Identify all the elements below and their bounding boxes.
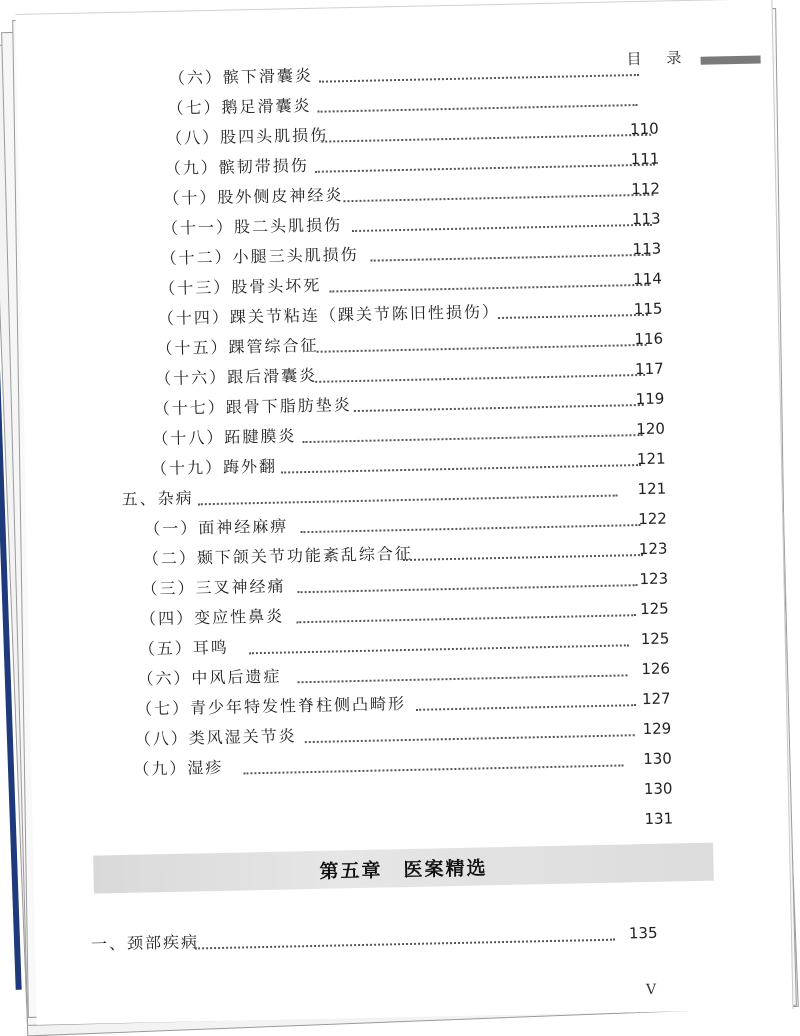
toc-entry-label: （二）颞下颌关节功能紊乱综合征 — [142, 543, 414, 569]
toc-entry-page: 121 — [636, 449, 666, 469]
toc-entry-label: （十三）股骨头坏死 — [159, 275, 322, 299]
chapter-banner — [93, 843, 714, 894]
toc-page — [15, 0, 793, 1025]
leader-dots — [352, 214, 652, 232]
toc-entry-label: （九）湿疹 — [133, 757, 224, 779]
toc-entry-label: （六）髌下滑囊炎 — [168, 65, 314, 88]
toc-entry-page: 116 — [634, 329, 664, 349]
toc-entry-page: 113 — [632, 239, 662, 259]
toc-entry-page: 111 — [630, 149, 660, 169]
toc-entry-label: （三）三叉神经痛 — [141, 576, 286, 599]
toc-entry-label: （一）面神经麻痹 — [144, 516, 289, 539]
leader-dots — [354, 394, 644, 412]
toc-entry-page: 121 — [637, 479, 667, 499]
toc-entry-page: 120 — [636, 419, 666, 439]
toc-entry-page: 110 — [629, 119, 659, 139]
toc-entry-label: （四）变应性鼻炎 — [139, 606, 285, 629]
toc-entry-label: （十二）小腿三头肌损伤 — [160, 244, 359, 269]
toc-entry-page: 112 — [631, 179, 661, 199]
leader-dots — [305, 724, 635, 743]
toc-entry-label: （十六）跟后滑囊炎 — [154, 365, 318, 389]
toc-entry-page: 119 — [635, 389, 665, 409]
leader-dots — [297, 574, 637, 593]
toc-entry-page: 113 — [631, 209, 661, 229]
toc-entry-label: （十五）踝管综合征 — [156, 335, 319, 359]
toc-entry-label: 一、颈部疾病 — [90, 932, 200, 954]
toc-entry-page: 126 — [641, 659, 671, 679]
toc-entry-label: （六）中风后遗症 — [137, 666, 282, 689]
toc-entry-label: （十四）踝关节粘连（踝关节陈旧性损伤） — [157, 301, 501, 329]
leader-dots — [416, 694, 636, 711]
toc-entry-page: 123 — [639, 569, 669, 589]
page-number: V — [645, 981, 657, 999]
leader-dots — [297, 664, 627, 683]
toc-entry-label: （七）鹅足滑囊炎 — [167, 95, 312, 118]
leader-dots — [317, 94, 637, 113]
leader-dots — [403, 544, 643, 561]
leader-dots — [243, 754, 623, 774]
leader-dots — [371, 244, 651, 262]
leader-dots — [198, 485, 618, 506]
toc-entry-page: 135 — [628, 923, 658, 943]
toc-entry-label: 五、杂病 — [121, 488, 194, 509]
toc-entry-page: 125 — [639, 599, 669, 619]
toc-entry — [91, 919, 691, 956]
leader-dots — [300, 514, 640, 533]
leader-dots — [319, 64, 639, 83]
chapter-title: 第五章 医案精选 — [319, 858, 488, 883]
toc-entry-page: 130 — [643, 749, 673, 769]
header-title: 目 录 — [626, 48, 692, 69]
toc-entry-label: （五）耳鸣 — [138, 637, 230, 659]
toc-entry-page: 131 — [644, 809, 674, 829]
leader-dots — [321, 124, 651, 143]
leader-dots — [315, 154, 655, 173]
leader-dots — [498, 304, 648, 319]
toc-entry-page: 117 — [634, 359, 664, 379]
toc-entry — [130, 804, 750, 841]
toc-entry-page: 114 — [632, 269, 663, 289]
toc-entry-page: 129 — [642, 719, 672, 739]
toc-entry-page: 123 — [638, 539, 668, 559]
leader-dots — [195, 929, 615, 950]
toc-entry-label: （十九）踇外翻 — [150, 456, 278, 479]
toc-entry-label: （十七）跟骨下脂肪垫炎 — [153, 395, 352, 419]
leader-dots — [316, 334, 646, 353]
leader-dots — [315, 364, 645, 383]
toc-entry-label: （十一）股二头肌损伤 — [161, 215, 343, 239]
toc-entry-page: 130 — [643, 779, 673, 799]
toc-entry-label: （八）类风湿关节炎 — [134, 726, 297, 749]
toc-entry-page: 125 — [640, 629, 670, 649]
leader-dots — [249, 634, 629, 654]
toc-entry-page: 127 — [641, 689, 671, 709]
leader-dots — [343, 184, 653, 202]
toc-entry-label: （七）青少年特发性脊柱侧凸畸形 — [135, 694, 407, 719]
toc-entry-label: （十）股外侧皮神经炎 — [163, 185, 344, 208]
toc-entry-page: 115 — [633, 299, 663, 319]
leader-dots — [329, 274, 649, 293]
leader-dots — [281, 454, 641, 474]
toc-entry-label: （八）股四头肌损伤 — [165, 125, 329, 148]
toc-entry-page: 122 — [638, 509, 668, 529]
leader-dots — [296, 604, 636, 623]
toc-entry-label: （九）髌韧带损伤 — [164, 155, 309, 178]
toc-entry-label: （十八）跖腱膜炎 — [152, 426, 297, 449]
leader-dots — [302, 424, 642, 443]
